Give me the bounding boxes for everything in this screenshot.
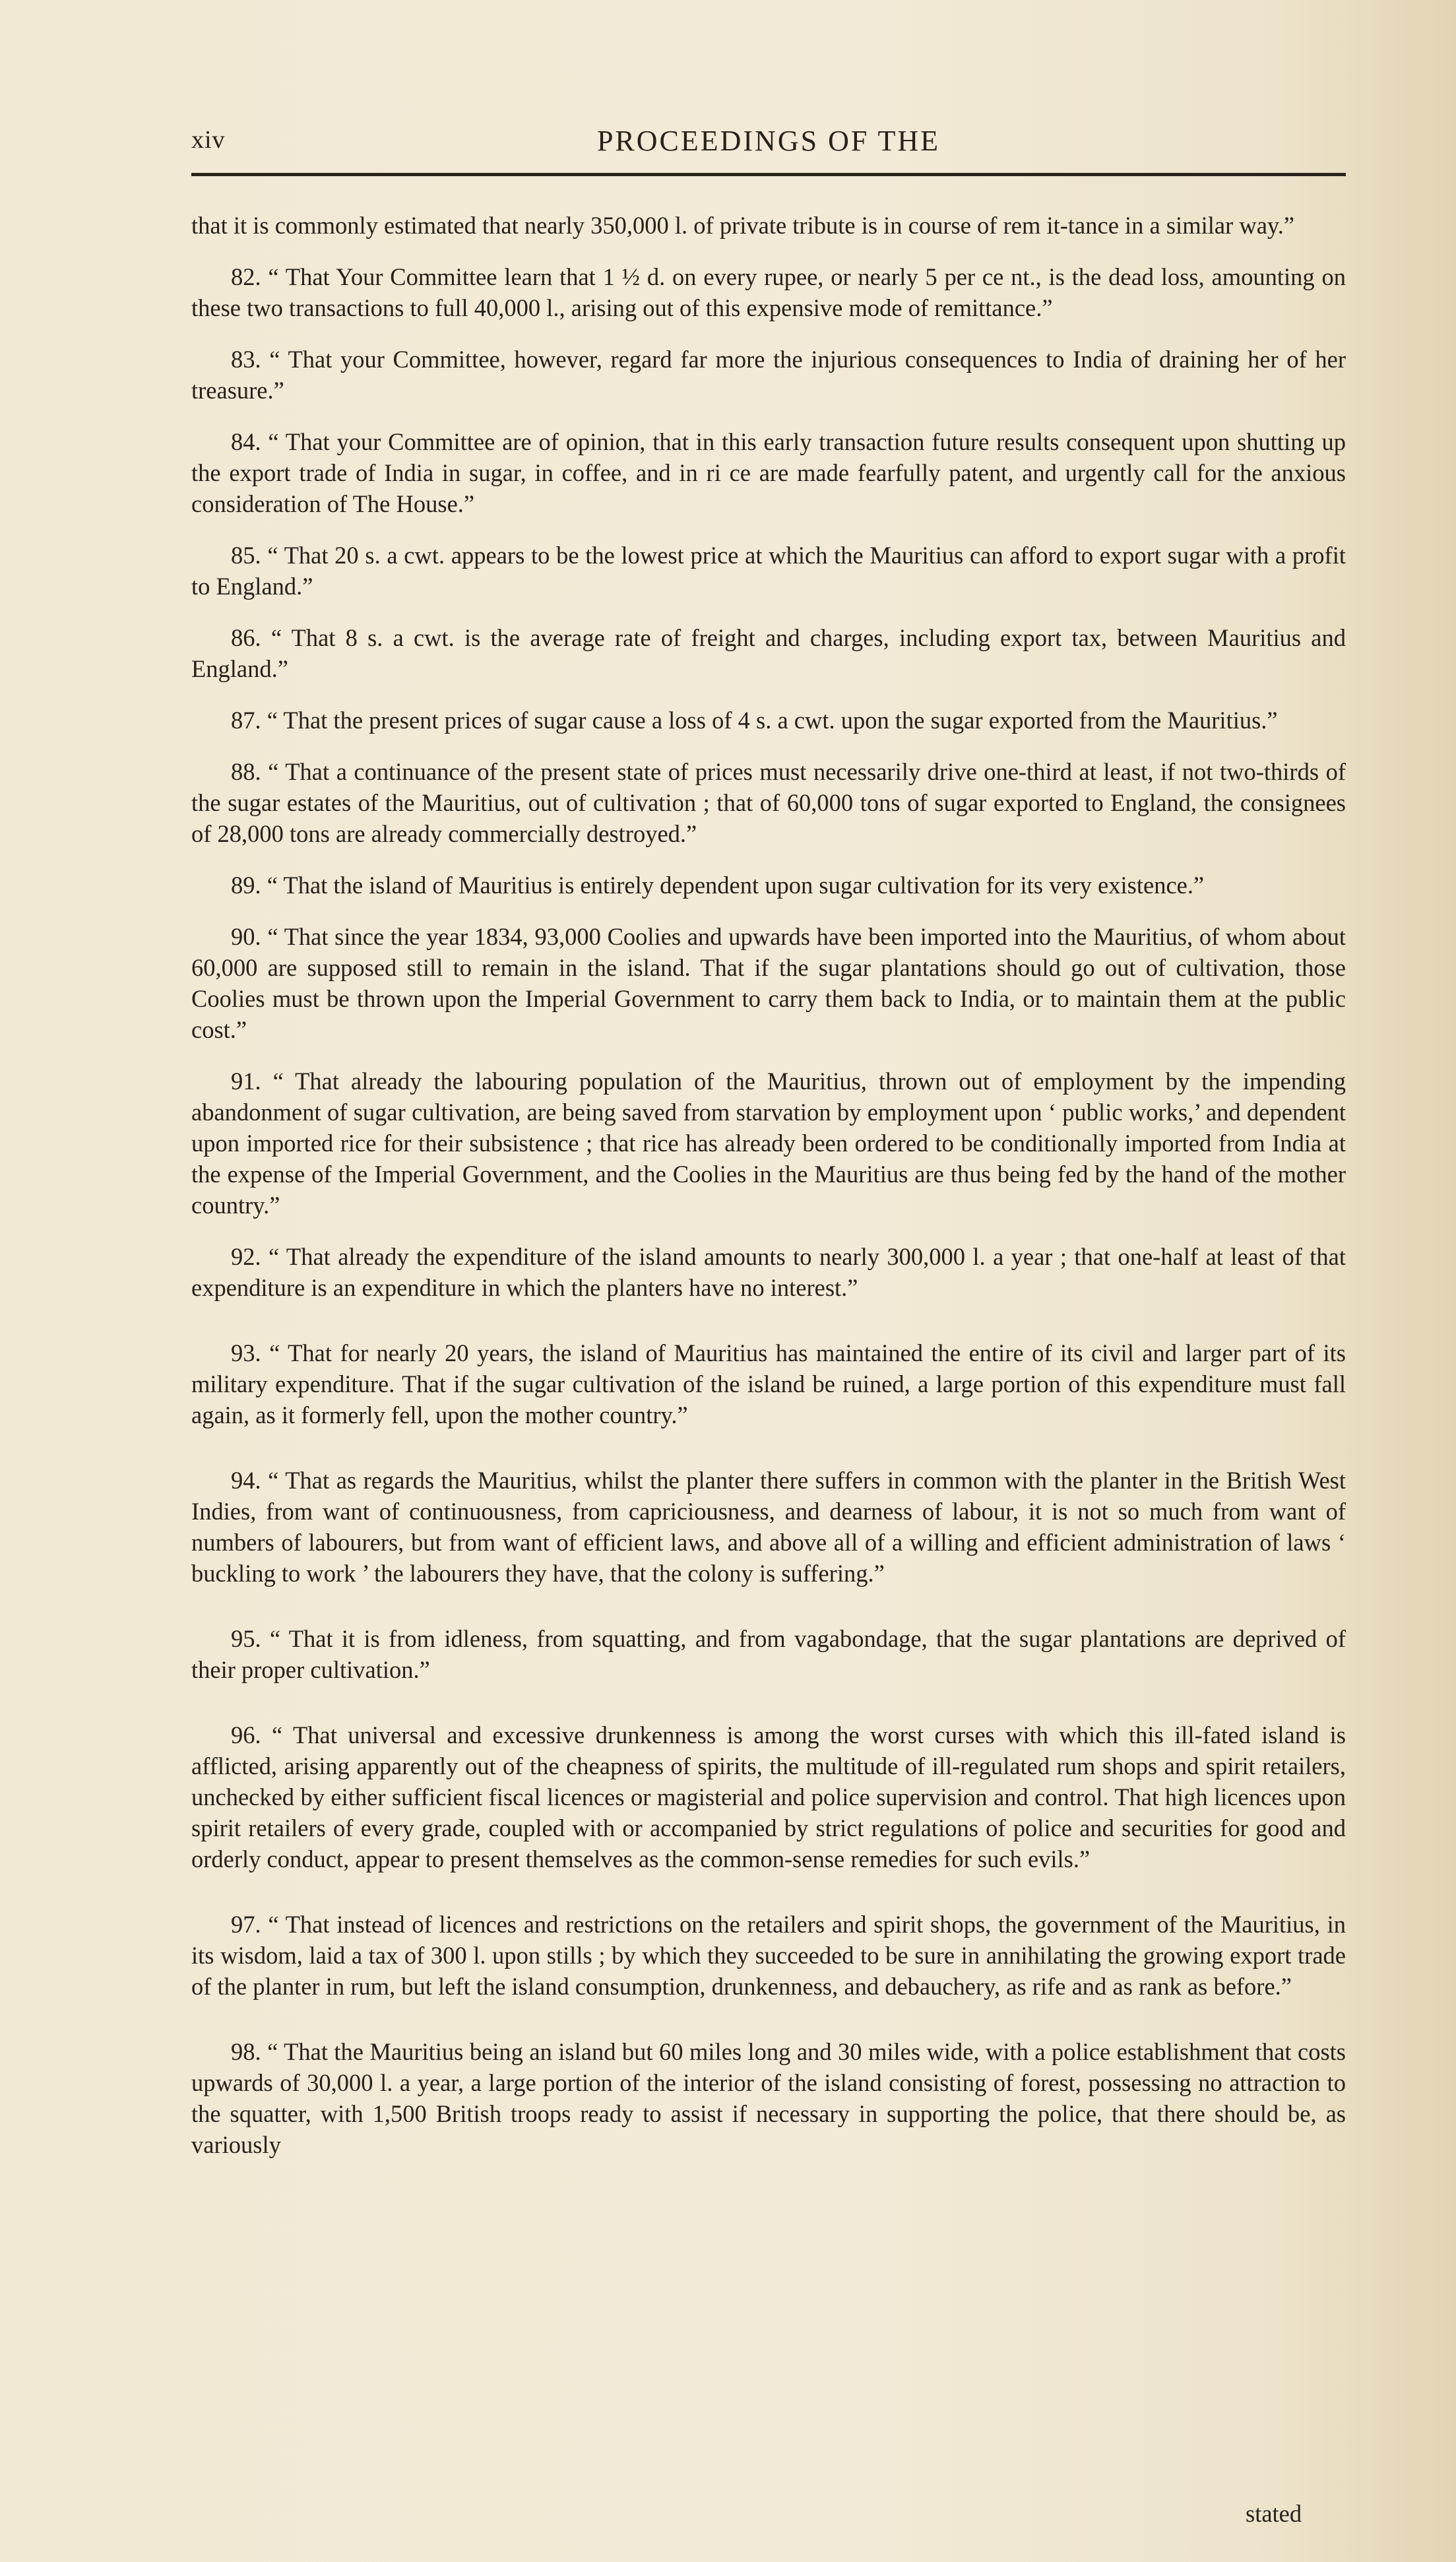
paragraph-97: 97. “ That instead of licences and restrictions on the retailers and spirit shops, the government of the Mauritius, in its wisdom, laid a tax of 300 l. upon stills ; by which they succeeded to be sure in annihilating the growing export trade of the planter in rum, but left the island consumption, drunkenness, and debauchery, as rife and as rank as before.” — [191, 1911, 1346, 2000]
body-text — [191, 210, 1346, 2181]
paragraph-84: 84. “ That your Committee are of opinion, that in this early transaction future results consequent upon shutting up the export trade of India in sugar, in coffee, and in ri ce are made fearfully patent, and urgently call for the anxious consideration of The House.” — [191, 428, 1346, 517]
header-rule — [191, 173, 1346, 176]
paragraph-96: 96. “ That universal and excessive drunkenness is among the worst curses with which this ill-fated island is afflicted, arising apparently out of the cheapness of spirits, the multitude of ill-regulated rum shops and spirit retailers, unchecked by either sufficient fiscal licences or magisterial and police supervision and control. That high licences upon spirit retailers of every grade, coupled with or accompanied by strict regulations of police and securities for good and orderly conduct, appear to present themselves as the common-sense remedies for such evils.” — [191, 1721, 1346, 1873]
paragraph-95: 95. “ That it is from idleness, from squatting, and from vagabondage, that the sugar plantations are deprived of their proper cultivation.” — [191, 1625, 1346, 1683]
paragraph-85: 85. “ That 20 s. a cwt. appears to be the lowest price at which the Mauritius can afford to export sugar with a profit to England.” — [191, 542, 1346, 600]
running-head: PROCEEDINGS OF THE — [596, 125, 941, 157]
page-number: xiv — [191, 126, 226, 154]
paragraph-88: 88. “ That a continuance of the present state of prices must necessarily drive one-third at least, if not two-thirds of the sugar estates of the Mauritius, out of cultivation ; that of 60,000 tons of sugar exported to England, the consignees of 28,000 tons are already commercially destroyed.” — [191, 758, 1346, 847]
paragraph-91: 91. “ That already the labouring population of the Mauritius, thrown out of employment by the impending abandonment of sugar cultivation, are being saved from starvation by employment upon ‘ public works,’ and dependent upon imported rice for their subsistence ; that rice has already been ordered to be conditionally imported from India at the expense of the Imperial Government, and the Coolies in the Mauritius are thus being fed by the hand of the mother country.” — [191, 1068, 1346, 1219]
paragraph-94: 94. “ That as regards the Mauritius, whilst the planter there suffers in common with the planter in the British West Indies, from want of continuousness, from capriciousness, and dearness of labour, it is not so much from want of numbers of labourers, but from want of efficient laws, and above all of a willing and efficient administration of laws ‘ buckling to work ’ the labourers they have, that the colony is suffering.” — [191, 1467, 1346, 1587]
paragraph-87: 87. “ That the present prices of sugar cause a loss of 4 s. a cwt. upon the sugar exported from the Mauritius.” — [231, 707, 1278, 734]
paragraph-90: 90. “ That since the year 1834, 93,000 Coolies and upwards have been imported into the Mauritius, of whom about 60,000 are supposed still to remain in the island. That if the sugar plantations should go out of cultivation, those Coolies must be thrown upon the Imperial Government to carry them back to India, or to maintain them at the public cost.” — [191, 923, 1346, 1043]
paragraph-82: 82. “ That Your Committee learn that 1 ½ d. on every rupee, or nearly 5 per ce nt., is the dead loss, amounting on these two transactions to full 40,000 l., arising out of this expensive mode of remittance.” — [191, 263, 1346, 321]
paragraph-83: 83. “ That your Committee, however, regard far more the injurious consequences to India of draining her of her treasure.” — [191, 346, 1346, 404]
paragraph-93: 93. “ That for nearly 20 years, the island of Mauritius has maintained the entire of its civil and larger part of its military expenditure. That if the sugar cultivation of the island be ruined, a large portion of this expenditure must fall again, as it formerly fell, upon the mother country.” — [191, 1339, 1346, 1428]
paragraph-continuation: that it is commonly estimated that nearly 350,000 l. of private tribute is in course of rem it-tance in a similar way.” — [191, 212, 1295, 239]
paragraph-92: 92. “ That already the expenditure of the island amounts to nearly 300,000 l. a year ; that one-half at least of that expenditure is an expenditure in which the planters have no interest.” — [191, 1243, 1346, 1301]
paragraph-86: 86. “ That 8 s. a cwt. is the average rate of freight and charges, including export tax, between Mauritius and England.” — [191, 624, 1346, 682]
catchword: stated — [1246, 2500, 1302, 2527]
paragraph-98: 98. “ That the Mauritius being an island but 60 miles long and 30 miles wide, with a police establishment that costs upwards of 30,000 l. a year, a large portion of the interior of the island consisting of forest, possessing no attraction to the squatter, with 1,500 British troops ready to assist if necessary in supporting the police, that there should be, as variously — [191, 2038, 1346, 2158]
page-header — [191, 124, 1346, 164]
paragraph-89: 89. “ That the island of Mauritius is entirely dependent upon sugar cultivation for its very existence.” — [231, 872, 1205, 899]
